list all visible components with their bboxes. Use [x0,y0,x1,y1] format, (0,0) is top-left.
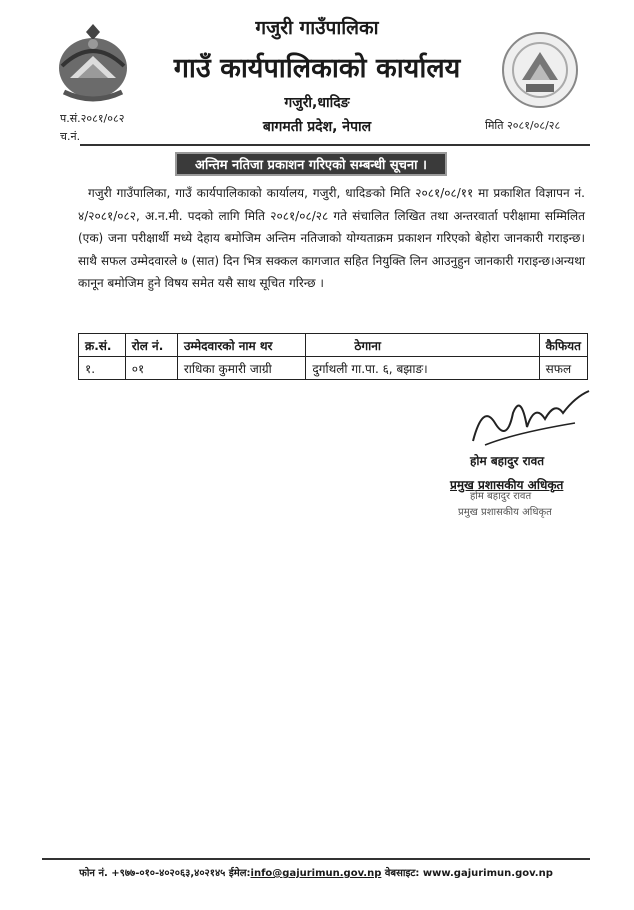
signer-name: होम बहादुर रावत [470,454,545,468]
footer-website-label: वेबसाइट: [384,868,420,879]
signer-designation: प्रमुख प्रशासकीय अधिकृत [450,478,564,492]
notice-body: गजुरी गाउँपालिका, गाउँ कार्यपालिकाको कार्यालय, गजुरी, धादिङको मिति २०८१/०८/११ मा प्रकाशित विज्ञापन नं. ४/२०८१/०८२, अ.न.मी. पदको लागि मिति २०८१/०८/२८ गते संचालित लिखित तथा अन्तरवार्ता परीक्षामा सम्मिलित (एक) जना परीक्षार्थी मध्ये देहाय बमोजिम अन्तिम नतिजाको योग्यताक्रम प्रकाशन गरिएको बेहोरा जानकारी गराइन्छ।साथै सफल उम्मेदवारले ७ (सात) दिन भित्र सक्कल कागजात सहित नियुक्ति लिन आउनुहुन जानकारी गराइन्छ।अन्यथा कानून बमोजिम हुने विषय समेत यसै साथ सूचित गरिन्छ । [78,186,585,290]
footer-contact [42,865,590,879]
district-name: गजुरी,धादिङ [284,95,350,111]
cell-roll: ०१ [125,357,177,380]
col-serial: क्र.सं. [79,334,126,357]
col-roll: रोल नं. [125,334,177,357]
province-name: बागमती प्रदेश, नेपाल [262,119,372,135]
col-name: उम्मेदवारको नाम थर [177,334,306,357]
reference-number: प.सं.२०८१/०८२ [60,112,125,125]
signature-scribble [465,383,595,453]
table-header-row [79,334,588,357]
footer-website-link[interactable]: www.gajurimun.gov.np [422,868,553,879]
table-row [79,357,588,380]
cell-serial: १. [79,357,126,380]
office-name: गाउँ कार्यपालिकाको कार्यालय [173,53,461,84]
col-remarks: कैफियत [539,334,587,357]
notice-title: अन्तिम नतिजा प्रकाशन गरिएको सम्बन्धी सूचना । [175,152,447,176]
result-table [78,333,588,380]
dispatch-number: च.नं. [60,130,81,143]
cell-name: राधिका कुमारी जाग्री [177,357,306,380]
header-divider [80,144,590,146]
stamp-title: प्रमुख प्रशासकीय अधिकृत [458,507,552,518]
col-address: ठेगाना [306,334,539,357]
municipality-name: गजुरी गाउँपालिका [255,17,379,39]
footer-phone: फोन नं. +९७७-०१०-४०२०६३,४०२१४५ [79,868,226,879]
cell-remarks: सफल [539,357,587,380]
footer-email-link[interactable]: info@gajurimun.gov.np [250,868,382,879]
document-date: मिति २०८१/०८/२८ [485,119,561,132]
cell-address: दुर्गाथली गा.पा. ६, बझाङ। [306,357,539,380]
footer-divider [42,858,590,860]
footer-email-label: ईमेल: [228,868,251,879]
stamp-name: होम बहादुर रावत [470,491,532,502]
